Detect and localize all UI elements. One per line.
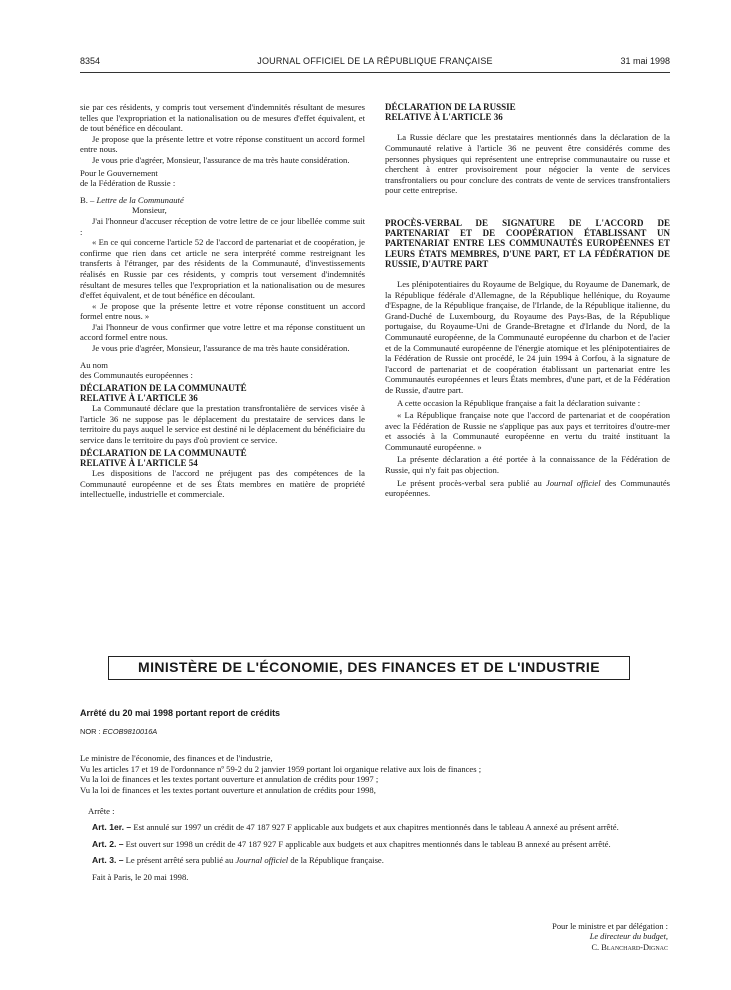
signature-block — [470, 922, 668, 953]
section-title: PROCÈS-VERBAL DE SIGNATURE DE L'ACCORD DE PARTENARIAT ET DE COOPÉRATION ÉTABLISSANT UN PARTENARIAT ENTRE LES COMMUNAUTÉS EUROPÉENNES ET LEURS ÉTATS MEMBRES, D'UNE PART, ET LA FÉDÉRATION DE RUSSIE, D'AUTRE PART — [385, 217, 670, 269]
ministry-banner: MINISTÈRE DE L'ÉCONOMIE, DES FINANCES ET DE L'INDUSTRIE — [108, 656, 630, 680]
header-rule — [80, 72, 670, 73]
paragraph: Les plénipotentiaires du Royaume de Belgique, du Royaume de Danemark, de la République fédérale d'Allemagne, de la République hellénique, du Royaume d'Espagne, de la République française, de l'Irlande, de la République italienne, du Grand-Duché de Luxembourg, du Royaume des Pays-Bas, de la République portugaise, du Royaume-Uni de Grande-Bretagne et d'Irlande du Nord, de la Communauté européenne, de la Communauté européenne du charbon et de l'acier et de la Communauté européenne de l'énergie atomique et les plénipotentiaires de la Fédération de Russie ont procédé, le 24 juin 1994 à Corfou, à la signature de l'accord de partenariat et de coopération établissant un partenariat entre les Communautés européennes et leurs États membres, d'une part, et de la Fédération de Russie, d'autre part. — [385, 278, 670, 395]
section-title: RELATIVE À L'ARTICLE 54 — [80, 457, 198, 468]
signature-line: de la Fédération de Russie : — [80, 178, 176, 189]
article: Art. 2. – Est ouvert sur 1998 un crédit de 47 187 927 F applicable aux budgets et aux chapitres mentionnés dans le tableau B annexé au présent arrêté. — [92, 838, 611, 849]
paragraph: sie par ces résidents, y compris tout versement d'indemnités résultant de mesures telles que l'expropriation et la nationalisation ou de mesures d'effet équivalent, et de tout bénéfice en découlant. — [80, 102, 365, 134]
paragraph: « La République française note que l'accord de partenariat et de coopération avec la Fédération de Russie ne s'applique pas aux pays et territoires d'outre-mer et associés à la Communauté européenne en vertu du traité instituant la Communauté européenne. » — [385, 410, 670, 452]
page-header — [80, 56, 670, 70]
section-title: DÉCLARATION DE LA COMMUNAUTÉ — [80, 447, 247, 458]
arrete-section — [80, 708, 670, 883]
done-at: Fait à Paris, le 20 mai 1998. — [92, 871, 189, 882]
page-number: 8354 — [80, 56, 101, 66]
paragraph: J'ai l'honneur de vous confirmer que votre lettre et ma réponse constituent un accord formel entre nous. — [80, 321, 365, 343]
signature-line: Pour le ministre et par délégation : — [552, 922, 668, 931]
journal-title: JOURNAL OFFICIEL DE LA RÉPUBLIQUE FRANÇAISE — [257, 56, 493, 66]
paragraph: Le présent procès-verbal sera publié au Journal officiel des Communautés européennes. — [385, 477, 670, 499]
paragraph: Vu la loi de finances et les textes portant ouverture et annulation de crédits pour 1997 ; — [80, 774, 379, 785]
signature-line: Au nom — [80, 359, 108, 370]
arrete-word: Arrête : — [88, 805, 115, 816]
paragraph: Vu la loi de finances et les textes portant ouverture et annulation de crédits pour 1998, — [80, 784, 376, 795]
paragraph: Je vous prie d'agréer, Monsieur, l'assurance de ma très haute considération. — [92, 343, 350, 354]
paragraph: Les dispositions de l'accord ne préjugent pas des compétences de la Communauté européenne et de ses États membres en matière de propriété intellectuelle, industrielle et commerciale. — [80, 468, 365, 500]
paragraph: Je vous prie d'agréer, Monsieur, l'assurance de ma très haute considération. — [92, 154, 350, 165]
issue-date: 31 mai 1998 — [620, 56, 670, 66]
arrete-title: Arrêté du 20 mai 1998 portant report de crédits — [80, 708, 281, 718]
section-title: DÉCLARATION DE LA COMMUNAUTÉ — [80, 382, 247, 393]
paragraph: La présente déclaration a été portée à la connaissance de la Fédération de Russie, qui n'y fait pas objection. — [385, 454, 670, 476]
paragraph: J'ai l'honneur d'accuser réception de votre lettre de ce jour libellée comme suit : — [80, 215, 365, 237]
right-column — [385, 102, 670, 499]
nor-reference: NOR : ECOB9810016A — [80, 726, 158, 736]
signature-line: Pour le Gouvernement — [80, 167, 158, 178]
section-title: RELATIVE À L'ARTICLE 36 — [80, 393, 198, 404]
paragraph: Vu les articles 17 et 19 de l'ordonnance nº 59-2 du 2 janvier 1959 portant loi organique relative aux lois de finances ; — [80, 763, 482, 774]
article: Art. 1er. – Est annulé sur 1997 un crédit de 47 187 927 F applicable aux budgets et aux chapitres mentionnés dans le tableau A annexé au présent arrêté. — [92, 822, 619, 833]
article: Art. 3. – Le présent arrêté sera publié au Journal officiel de la République française. — [92, 855, 384, 866]
signature-line: Le directeur du budget, — [589, 932, 668, 942]
letter-heading: B. – Lettre de la Communauté — [80, 194, 184, 205]
paragraph: Le ministre de l'économie, des finances et de l'industrie, — [80, 753, 273, 764]
paragraph: « Je propose que la présente lettre et votre réponse constituent un accord formel entre nous. » — [80, 300, 365, 322]
paragraph: « En ce qui concerne l'article 52 de l'accord de partenariat et de coopération, je confirme que rien dans cet article ne sera interprété comme restreignant les transferts à l'étranger, par des résidents de la Communauté, d'investissements réalisés en Russie par ces résidents, y compris tout versement d'indemnités résultant de mesures telles que l'expropriation et la nationalisation ou de mesures d'effet équivalent, et de tout bénéfice en découlant. — [80, 237, 365, 301]
salutation: Monsieur, — [132, 205, 167, 216]
paragraph: Je propose que la présente lettre et votre réponse constituent un accord formel entre nous. — [80, 133, 365, 155]
signature-line: des Communautés européennes : — [80, 370, 193, 381]
paragraph: A cette occasion la République française a fait la déclaration suivante : — [397, 397, 641, 408]
paragraph: La Russie déclare que les prestataires mentionnés dans la déclaration de la Communauté relative à l'article 36 ne peuvent être considérés comme des personnes physiques qui représentent une entreprise communautaire ou russe et cherchent à entrer provisoirement pour négocier la vente de services transfrontaliers ou pour conclure des contrats de vente de services transfrontaliers pour cette entreprise. — [385, 132, 670, 196]
signatory-name: C. Blanchard-Dignac — [591, 942, 668, 952]
paragraph: La Communauté déclare que la prestation transfrontalière de services visée à l'article 36 ne suppose pas le déplacement du prestataire de services dans le territoire du pays auquel le service est destiné ni le déplacement du bénéficiaire du service dans le territoire du pays d'où provient ce service. — [80, 403, 365, 446]
left-column — [80, 102, 365, 500]
section-title: RELATIVE À L'ARTICLE 36 — [385, 112, 503, 123]
section-title: DÉCLARATION DE LA RUSSIE — [385, 102, 516, 112]
